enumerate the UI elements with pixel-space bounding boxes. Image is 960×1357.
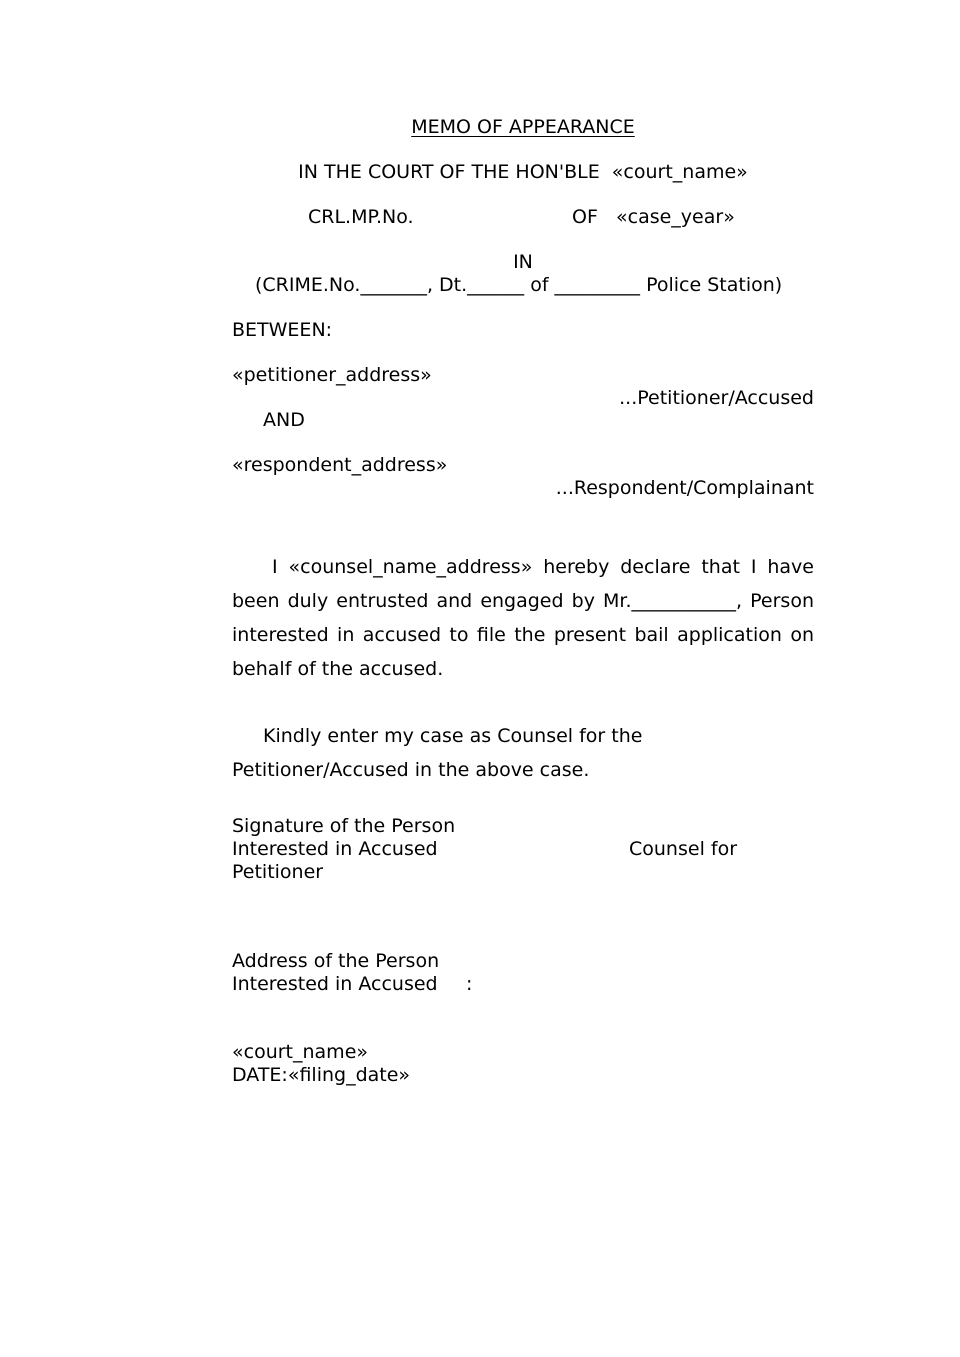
signature-label-line-2: Interested in Accused (232, 838, 438, 860)
in-label: IN (513, 251, 533, 273)
petitioner-role: ...Petitioner/Accused (619, 387, 814, 409)
document-title: MEMO OF APPEARANCE (411, 116, 635, 138)
respondent-role: ...Respondent/Complainant (555, 477, 814, 499)
and-label: AND (263, 409, 305, 431)
crl-mp-label: CRL.MP.No. (308, 206, 414, 228)
between-label: BETWEEN: (232, 319, 333, 341)
address-label-line-1: Address of the Person (232, 950, 440, 972)
signature-label-line-1: Signature of the Person (232, 815, 456, 837)
counsel-for-label: Counsel for (629, 838, 738, 860)
respondent-address: «respondent_address» (232, 454, 448, 476)
signature-label-line-3: Petitioner (232, 861, 324, 883)
address-colon: : (466, 973, 473, 995)
request-line-1: Kindly enter my case as Counsel for the (263, 725, 643, 747)
footer-court-name: «court_name» (232, 1041, 369, 1063)
court-line: IN THE COURT OF THE HON'BLE «court_name» (298, 161, 748, 183)
request-line-2: Petitioner/Accused in the above case. (232, 759, 590, 781)
footer-filing-date: DATE:«filing_date» (232, 1064, 411, 1086)
address-label-line-2: Interested in Accused (232, 973, 438, 995)
crime-line: (CRIME.No._______, Dt.______ of _________ Police Station) (255, 274, 783, 296)
petitioner-address: «petitioner_address» (232, 364, 432, 386)
case-year-label: OF «case_year» (572, 206, 735, 228)
declaration-paragraph: I «counsel_name_address» hereby declare that I have been duly entrusted and engaged by Mr.___________, Person interested in accused to file the present bail application on behalf of the accused. (232, 556, 814, 680)
